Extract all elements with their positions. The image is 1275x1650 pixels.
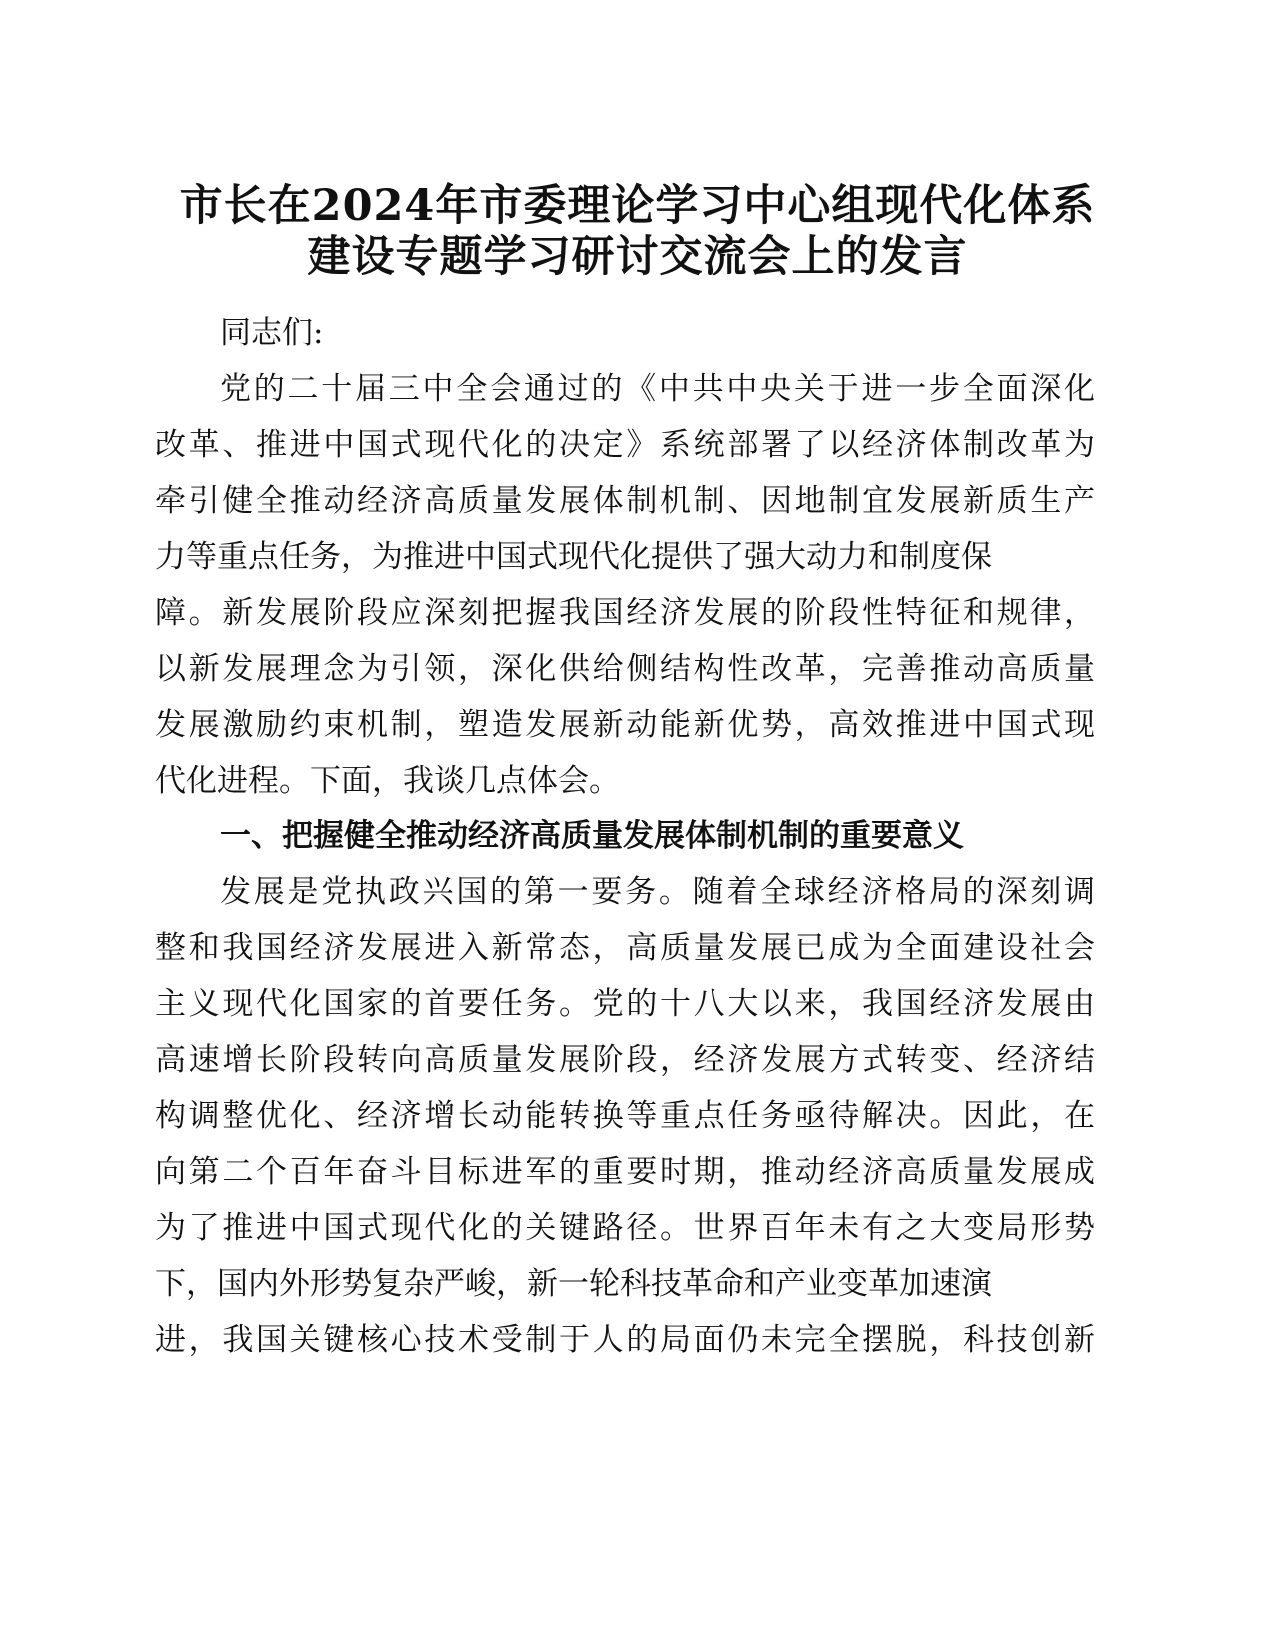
paragraph-2-line: 高速增长阶段转向高质量发展阶段，经济发展方式转变、经济结: [155, 1042, 1095, 1078]
paragraph-2-line: 主义现代化国家的首要任务。党的十八大以来，我国经济发展由: [155, 986, 1095, 1022]
paragraph-2-line: 发展是党执政兴国的第一要务。随着全球经济格局的深刻调: [220, 874, 1095, 910]
paragraph-2-line: 进，我国关键核心技术受制于人的局面仍未完全摆脱，科技创新: [155, 1322, 1095, 1358]
paragraph-1-line: 力等重点任务，为推进中国式现代化提供了强大动力和制度保: [155, 539, 992, 575]
paragraph-1-line: 障。新发展阶段应深刻把握我国经济发展的阶段性特征和规律，: [155, 595, 1095, 631]
section-1-heading: 一、把握健全推动经济高质量发展体制机制的重要意义: [220, 818, 964, 854]
paragraph-1-line: 发展激励约束机制，塑造发展新动能新优势，高效推进中国式现: [155, 707, 1095, 743]
paragraph-1-line: 党的二十届三中全会通过的《中共中央关于进一步全面深化: [220, 371, 1095, 407]
paragraph-2-line: 为了推进中国式现代化的关键路径。世界百年未有之大变局形势: [155, 1210, 1095, 1246]
paragraph-2-line: 下，国内外形势复杂严峻，新一轮科技革命和产业变革加速演: [155, 1266, 992, 1302]
paragraph-1-line: 代化进程。下面，我谈几点体会。: [155, 763, 620, 799]
document-title-line-2: 建设专题学习研讨交流会上的发言: [307, 232, 968, 282]
document-title-line-1: 市长在2024年市委理论学习中心组现代化体系: [179, 181, 1096, 231]
paragraph-1-line: 牵引健全推动经济高质量发展体制机制、因地制宜发展新质生产: [155, 483, 1095, 519]
salutation: 同志们:: [220, 315, 324, 351]
paragraph-1-line: 改革、推进中国式现代化的决定》系统部署了以经济体制改革为: [155, 427, 1095, 463]
paragraph-1-line: 以新发展理念为引领，深化供给侧结构性改革，完善推动高质量: [155, 651, 1095, 687]
paragraph-2-line: 构调整优化、经济增长动能转换等重点任务亟待解决。因此，在: [155, 1098, 1095, 1134]
paragraph-2-line: 整和我国经济发展进入新常态，高质量发展已成为全面建设社会: [155, 930, 1095, 966]
paragraph-2-line: 向第二个百年奋斗目标进军的重要时期，推动经济高质量发展成: [155, 1154, 1095, 1190]
